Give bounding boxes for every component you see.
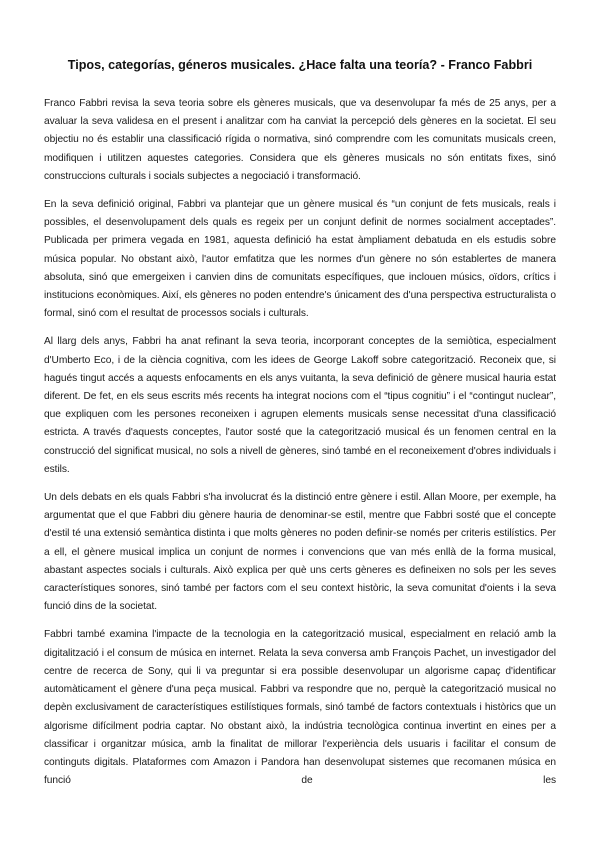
paragraph-4: Un dels debats en els quals Fabbri s'ha involucrat és la distinció entre gènere i estil. Allan Moore, per exemple, ha argumentat que el que Fabbri diu gènere hauria de denominar-se estil, mentre que Fabbri sosté que el concepte d'estil té una extensió semàntica distinta i que molts gèneres no poden definir-se només per criteris estilístics. Per a ell, el gènere musical implica un conjunt de normes i convencions que van més enllà de la forma musical, abastant aspectes socials i culturals. Això explica per què uns certs gèneres es defineixen no sols per les seves característiques sonores, sinó també per factors com el seu context històric, la seva comunitat d'oients i la seva funció dins de la societat.	[44, 492, 556, 613]
paragraph-2: En la seva definició original, Fabbri va plantejar que un gènere musical és “un conjunt de fets musicals, reals i possibles, el desenvolupament dels quals es regeix per un conjunt definit de normes socialment acceptades”. Publicada per primera vegada en 1981, aquesta definició ha estat àmpliament debatuda en els estudis sobre música popular. No obstant això, l'autor emfatitza que les normes d'un gènere no són establertes de manera absoluta, sinó que emergeixen i canvien dins de comunitats específiques, que inclouen músics, oïdors, crítics i institucions econòmiques. Així, els gèneres no poden entendre's únicament des d'una perspectiva estructuralista o formal, sinó com el resultat de processos socials i culturals.	[44, 199, 556, 320]
document-page	[44, 56, 556, 800]
paragraph-1: Franco Fabbri revisa la seva teoria sobre els gèneres musicals, que va desenvolupar fa més de 25 anys, per a avaluar la seva validesa en el present i analitzar com ha canviat la percepció dels gèneres en la societat. El seu objectiu no és establir una classificació rígida o normativa, sinó comprendre com les comunitats musicals creen, modifiquen i utilitzen aquestes categories. Considera que els gèneres musicals no són entitats fixes, sinó construccions culturals i socials subjectes a negociació i transformació.	[44, 98, 556, 182]
document-title: Tipos, categorías, géneros musicales. ¿Hace falta una teoría? - Franco Fabbri	[67, 58, 533, 72]
paragraph-5: Fabbri també examina l'impacte de la tecnologia en la categorització musical, especialment en relació amb la digitalització i el consum de música en internet. Relata la seva conversa amb François Pachet, un investigador del centre de recerca de Sony, qui li va preguntar si era possible desenvolupar un algorisme capaç d'identificar automàticament el gènere d'una peça musical. Fabbri va respondre que no, perquè la categorització musical no depèn exclusivament de característiques estilístiques formals, sinó també de factors contextuals i històrics que un algorisme difícilment podria captar. No obstant això, la indústria tecnològica continua invertint en eines per a classificar i organitzar música, amb la finalitat de millorar l'experiència dels usuaris i facilitar el consum de continguts digitals. Plataformes com Amazon i Pandora han desenvolupat sistemes que recomanen música en funció de les	[44, 629, 556, 787]
paragraph-3: Al llarg dels anys, Fabbri ha anat refinant la seva teoria, incorporant conceptes de la semiòtica, especialment d'Umberto Eco, i de la ciència cognitiva, com les idees de George Lakoff sobre categorització. Reconeix que, si hagués tingut accés a aquests enfocaments en els anys vuitanta, la seva definició de gènere musical hauria estat diferent. De fet, en els seus escrits més recents ha integrat nocions com el “tipus cognitiu” i el “contingut nuclear”, que expliquen com les persones reconeixen i agrupen elements musicals sense necessitat d'una classificació estricta. A través d'aquests conceptes, l'autor sosté que la categorització musical és un fenomen central en la construcció del significat musical, no sols a nivell de gèneres, sinó també en el reconeixement d'obres individuals i estils.	[44, 336, 556, 475]
